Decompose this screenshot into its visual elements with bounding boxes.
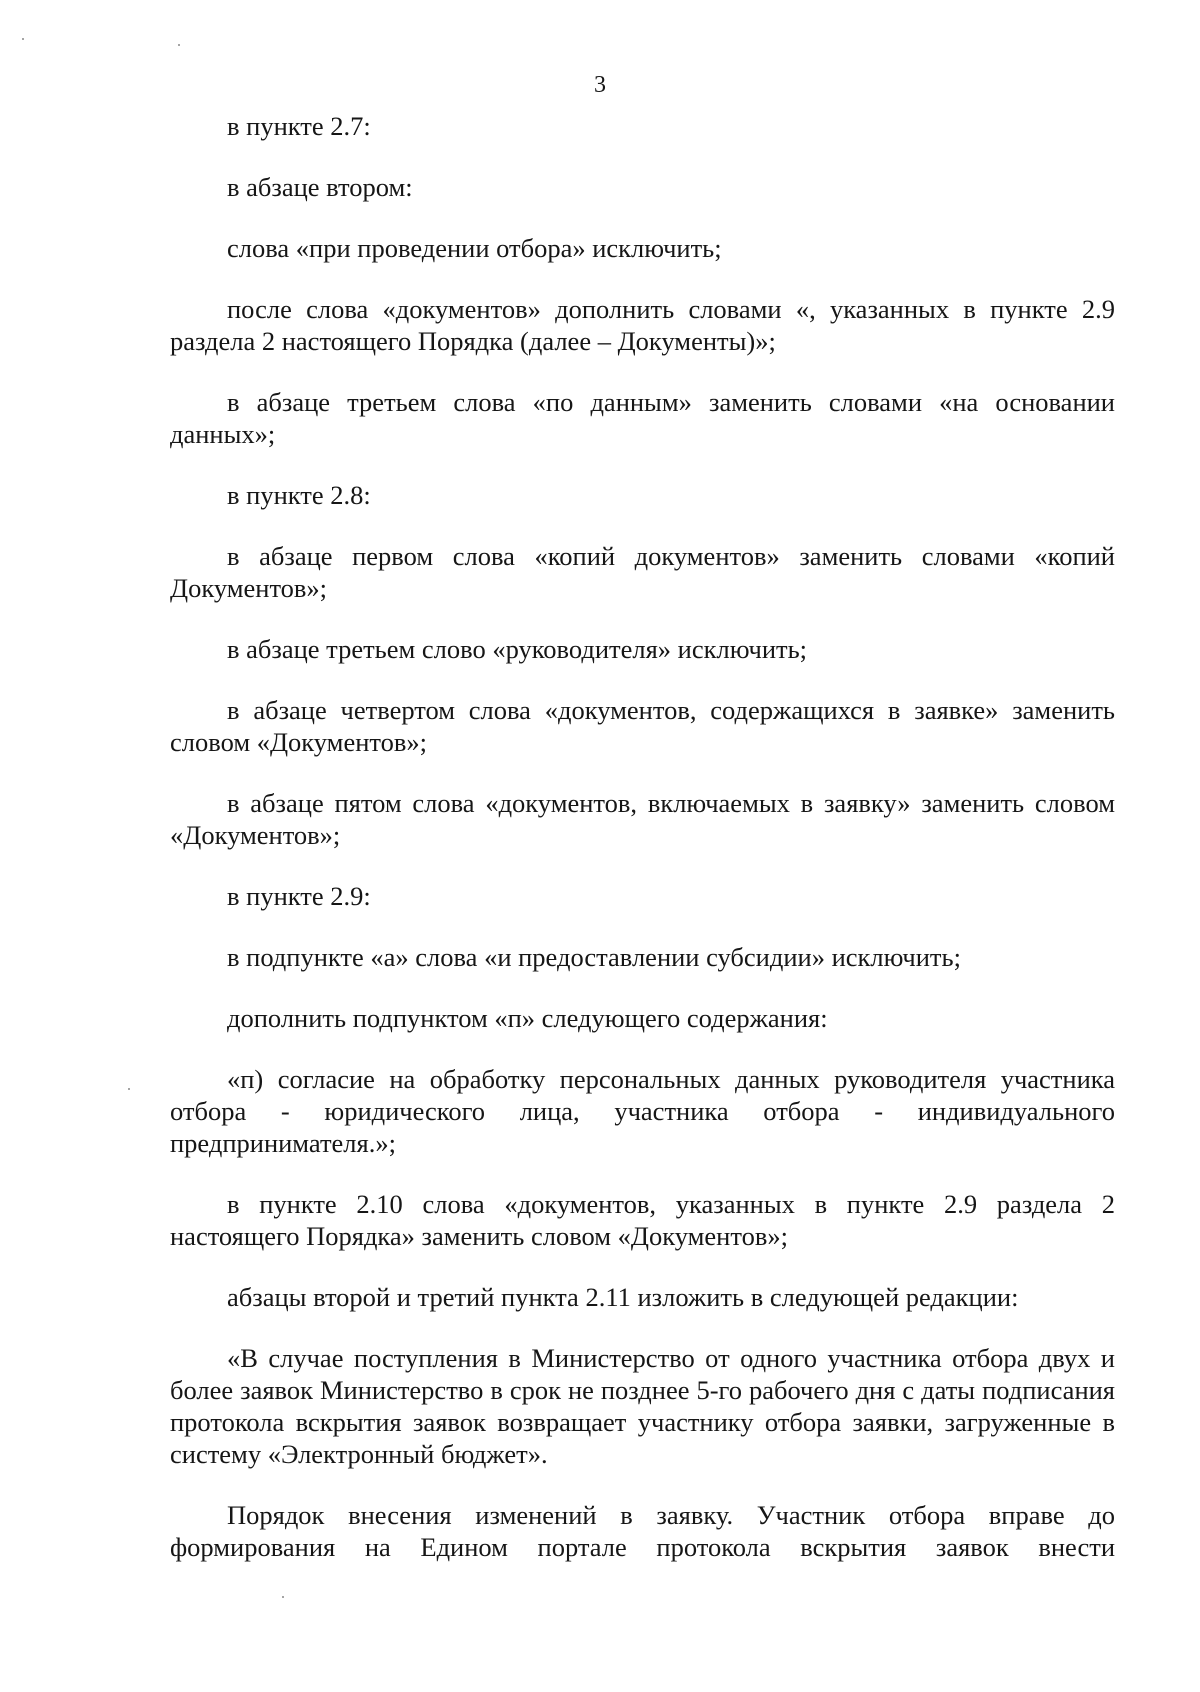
scan-speck: [22, 38, 24, 40]
paragraph: в абзаце пятом слова «документов, включаемых в заявку» заменить словом «Документов»;: [170, 788, 1115, 850]
paragraph: слова «при проведении отбора» исключить;: [227, 233, 722, 263]
paragraph: «В случае поступления в Министерство от одного участника отбора двух и более заявок Министерство в срок не позднее 5-го рабочего дня с даты подписания протокола вскрытия заявок возвращает участнику отбора заявки, загруженные в систему «Электронный бюджет».: [170, 1343, 1115, 1469]
paragraph: в пункте 2.8:: [227, 480, 371, 510]
paragraph: абзацы второй и третий пункта 2.11 изложить в следующей редакции:: [227, 1282, 1019, 1312]
scan-speck: [282, 1596, 284, 1598]
paragraph: в абзаце четвертом слова «документов, содержащихся в заявке» заменить словом «Документов»;: [170, 695, 1115, 757]
scan-speck: [128, 1088, 130, 1090]
paragraph: в абзаце третьем слова «по данным» заменить словами «на основании данных»;: [170, 387, 1115, 449]
paragraph: в абзаце первом слова «копий документов» заменить словами «копий Документов»;: [170, 541, 1115, 603]
paragraph: после слова «документов» дополнить словами «, указанных в пункте 2.9 раздела 2 настоящего Порядка (далее – Документы)»;: [170, 294, 1115, 356]
page-number: 3: [594, 72, 606, 98]
paragraph: в пункте 2.9:: [227, 881, 371, 911]
paragraph: Порядок внесения изменений в заявку. Участник отбора вправе до формирования на Едином портале протокола вскрытия заявок внести: [170, 1500, 1115, 1562]
paragraph: в абзаце втором:: [227, 172, 413, 202]
paragraph: «п) согласие на обработку персональных данных руководителя участника отбора - юридического лица, участника отбора - индивидуального предпринимателя.»;: [170, 1064, 1115, 1158]
paragraph: дополнить подпунктом «п» следующего содержания:: [227, 1003, 828, 1033]
paragraph: в абзаце третьем слово «руководителя» исключить;: [227, 634, 808, 664]
scan-speck: [178, 44, 180, 46]
paragraph: в пункте 2.7:: [227, 111, 371, 141]
document-body: [170, 110, 1115, 1563]
paragraph: в подпункте «а» слова «и предоставлении субсидии» исключить;: [227, 942, 961, 972]
paragraph: в пункте 2.10 слова «документов, указанных в пункте 2.9 раздела 2 настоящего Порядка» заменить словом «Документов»;: [170, 1189, 1115, 1251]
